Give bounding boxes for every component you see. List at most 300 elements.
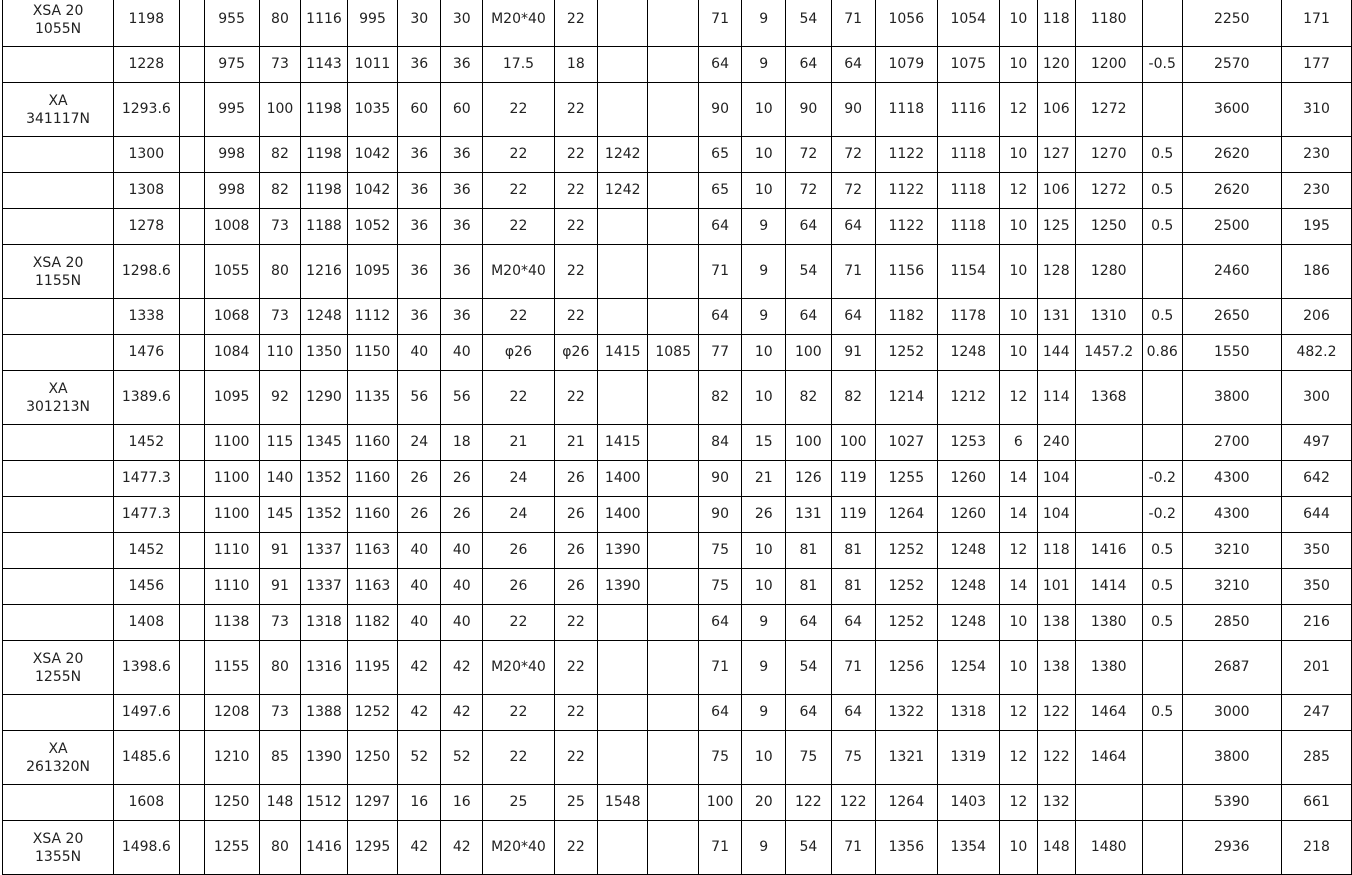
table-cell: 1208 <box>204 695 259 731</box>
table-cell: 1027 <box>875 425 937 461</box>
table-cell: 1035 <box>347 83 397 137</box>
model-cell: XA 261320N <box>3 731 114 785</box>
table-cell: 119 <box>831 461 875 497</box>
model-cell: XA 301213N <box>3 371 114 425</box>
table-cell: 0.86 <box>1142 335 1182 371</box>
table-cell: 1252 <box>875 533 937 569</box>
table-row <box>3 299 1352 335</box>
table-cell: 1253 <box>937 425 999 461</box>
table-cell: 73 <box>259 299 300 335</box>
table-cell: 81 <box>831 533 875 569</box>
table-cell <box>1142 641 1182 695</box>
table-cell: 104 <box>1037 497 1075 533</box>
table-cell: 22 <box>554 137 597 173</box>
table-cell: 36 <box>398 173 441 209</box>
table-cell <box>1075 785 1142 821</box>
table-cell: 1250 <box>204 785 259 821</box>
table-cell <box>179 497 204 533</box>
table-cell: 1388 <box>301 695 348 731</box>
table-cell: 661 <box>1282 785 1352 821</box>
table-cell: 22 <box>554 245 597 299</box>
table-cell: 482.2 <box>1282 335 1352 371</box>
table-cell <box>648 785 698 821</box>
table-cell: 1498.6 <box>114 821 179 875</box>
table-row <box>3 83 1352 137</box>
table-cell: 230 <box>1282 137 1352 173</box>
table-cell: 22 <box>483 695 554 731</box>
table-cell: 10 <box>999 245 1037 299</box>
table-cell: 10 <box>742 569 786 605</box>
table-cell: 1250 <box>347 731 397 785</box>
table-cell: 64 <box>786 47 831 83</box>
model-cell <box>3 335 114 371</box>
table-cell <box>179 821 204 875</box>
table-cell: 998 <box>204 173 259 209</box>
table-cell: 72 <box>786 137 831 173</box>
model-cell: XSA 20 1055N <box>3 0 114 47</box>
table-cell: 65 <box>698 173 741 209</box>
table-cell: 9 <box>742 695 786 731</box>
table-cell: 3210 <box>1182 533 1281 569</box>
table-cell: M20*40 <box>483 641 554 695</box>
table-cell: 2650 <box>1182 299 1281 335</box>
table-cell: 1398.6 <box>114 641 179 695</box>
table-cell: 17.5 <box>483 47 554 83</box>
table-cell: 18 <box>554 47 597 83</box>
table-cell: 22 <box>554 641 597 695</box>
table-cell: 1403 <box>937 785 999 821</box>
table-cell: 218 <box>1282 821 1352 875</box>
table-cell: 230 <box>1282 173 1352 209</box>
table-cell: 22 <box>554 695 597 731</box>
table-cell: 131 <box>786 497 831 533</box>
table-cell: 64 <box>786 209 831 245</box>
table-cell: 100 <box>831 425 875 461</box>
table-row <box>3 137 1352 173</box>
model-cell <box>3 209 114 245</box>
table-cell: 36 <box>441 299 483 335</box>
table-cell: 64 <box>698 695 741 731</box>
table-cell <box>179 569 204 605</box>
table-cell: 90 <box>831 83 875 137</box>
table-cell: 75 <box>698 533 741 569</box>
table-cell: 72 <box>831 173 875 209</box>
table-cell: 24 <box>483 461 554 497</box>
table-cell: 0.5 <box>1142 137 1182 173</box>
table-cell: 1400 <box>598 497 648 533</box>
table-cell <box>598 605 648 641</box>
table-cell: 2936 <box>1182 821 1281 875</box>
table-cell: 90 <box>698 461 741 497</box>
table-cell: 54 <box>786 0 831 47</box>
table-cell: 1322 <box>875 695 937 731</box>
table-cell: 1056 <box>875 0 937 47</box>
table-cell: 2687 <box>1182 641 1281 695</box>
table-row <box>3 569 1352 605</box>
table-cell: 1464 <box>1075 695 1142 731</box>
table-cell: 26 <box>554 569 597 605</box>
table-cell: 1550 <box>1182 335 1281 371</box>
table-cell <box>648 371 698 425</box>
table-cell: 80 <box>259 245 300 299</box>
table-cell: 73 <box>259 209 300 245</box>
table-cell <box>648 569 698 605</box>
table-cell: 9 <box>742 299 786 335</box>
table-cell: 64 <box>698 299 741 335</box>
table-cell <box>598 245 648 299</box>
table-cell <box>179 731 204 785</box>
table-cell: 60 <box>441 83 483 137</box>
table-cell: 25 <box>554 785 597 821</box>
table-cell: 3000 <box>1182 695 1281 731</box>
table-cell: 1116 <box>937 83 999 137</box>
table-cell: 71 <box>698 245 741 299</box>
table-row <box>3 533 1352 569</box>
table-cell: 106 <box>1037 173 1075 209</box>
table-cell: 995 <box>347 0 397 47</box>
table-cell: 1415 <box>598 425 648 461</box>
table-cell: 14 <box>999 497 1037 533</box>
table-cell <box>598 209 648 245</box>
table-cell: 0.5 <box>1142 695 1182 731</box>
table-cell: 1389.6 <box>114 371 179 425</box>
table-cell: 40 <box>441 605 483 641</box>
table-cell: 1497.6 <box>114 695 179 731</box>
table-cell: 26 <box>483 569 554 605</box>
table-cell: M20*40 <box>483 0 554 47</box>
table-cell: 138 <box>1037 605 1075 641</box>
table-cell: 22 <box>483 209 554 245</box>
table-cell: 64 <box>831 299 875 335</box>
table-cell <box>179 641 204 695</box>
table-cell <box>179 47 204 83</box>
table-cell: 1212 <box>937 371 999 425</box>
table-cell: 1198 <box>301 137 348 173</box>
table-cell: 22 <box>554 0 597 47</box>
table-cell: 1118 <box>937 173 999 209</box>
table-cell: 1270 <box>1075 137 1142 173</box>
table-cell: 64 <box>831 605 875 641</box>
table-cell: 144 <box>1037 335 1075 371</box>
table-cell: M20*40 <box>483 245 554 299</box>
table-cell: 1255 <box>875 461 937 497</box>
table-row <box>3 209 1352 245</box>
table-cell: 56 <box>441 371 483 425</box>
table-cell: 75 <box>698 569 741 605</box>
table-cell: 2620 <box>1182 173 1281 209</box>
table-cell: 1138 <box>204 605 259 641</box>
table-cell: 60 <box>398 83 441 137</box>
table-cell: 128 <box>1037 245 1075 299</box>
table-cell: -0.2 <box>1142 461 1182 497</box>
table-cell: 1182 <box>875 299 937 335</box>
table-row <box>3 47 1352 83</box>
table-cell: 21 <box>742 461 786 497</box>
table-cell: 24 <box>483 497 554 533</box>
table-cell: 1390 <box>301 731 348 785</box>
table-cell: 9 <box>742 209 786 245</box>
table-cell: 1308 <box>114 173 179 209</box>
table-cell: 1248 <box>937 605 999 641</box>
table-cell: 1160 <box>347 461 397 497</box>
table-cell: 10 <box>742 335 786 371</box>
model-cell <box>3 461 114 497</box>
table-cell: 91 <box>831 335 875 371</box>
table-cell: φ26 <box>483 335 554 371</box>
table-cell: 12 <box>999 731 1037 785</box>
table-cell <box>648 821 698 875</box>
table-cell: 40 <box>441 335 483 371</box>
table-cell: 186 <box>1282 245 1352 299</box>
table-cell: 122 <box>831 785 875 821</box>
table-cell: 1452 <box>114 425 179 461</box>
table-cell: 2620 <box>1182 137 1281 173</box>
table-cell: 52 <box>441 731 483 785</box>
table-cell: 22 <box>483 605 554 641</box>
table-cell: 104 <box>1037 461 1075 497</box>
table-cell <box>179 137 204 173</box>
table-cell: 1250 <box>1075 209 1142 245</box>
model-cell: XSA 20 1155N <box>3 245 114 299</box>
table-cell <box>648 83 698 137</box>
table-cell: 71 <box>698 821 741 875</box>
table-cell: 285 <box>1282 731 1352 785</box>
table-cell: 1252 <box>875 605 937 641</box>
table-cell: 1415 <box>598 335 648 371</box>
table-cell: 81 <box>786 569 831 605</box>
table-cell: 1011 <box>347 47 397 83</box>
table-cell: 125 <box>1037 209 1075 245</box>
table-cell: 300 <box>1282 371 1352 425</box>
table-cell: 82 <box>786 371 831 425</box>
table-cell: 36 <box>441 173 483 209</box>
table-cell <box>648 461 698 497</box>
table-cell: 240 <box>1037 425 1075 461</box>
table-cell: 118 <box>1037 0 1075 47</box>
table-cell: 42 <box>441 821 483 875</box>
table-cell <box>598 0 648 47</box>
table-cell: 22 <box>483 299 554 335</box>
table-cell: 15 <box>742 425 786 461</box>
table-cell: 10 <box>999 605 1037 641</box>
table-cell: 0.5 <box>1142 605 1182 641</box>
table-cell: 1310 <box>1075 299 1142 335</box>
table-cell: 26 <box>742 497 786 533</box>
table-cell: 1548 <box>598 785 648 821</box>
table-cell: 201 <box>1282 641 1352 695</box>
table-cell: 1143 <box>301 47 348 83</box>
table-cell: 73 <box>259 47 300 83</box>
table-cell: 9 <box>742 245 786 299</box>
table-cell <box>648 641 698 695</box>
table-cell: 1400 <box>598 461 648 497</box>
table-cell: 36 <box>398 209 441 245</box>
table-cell: 0.5 <box>1142 209 1182 245</box>
table-cell: 1260 <box>937 461 999 497</box>
table-cell: 56 <box>398 371 441 425</box>
table-row <box>3 821 1352 875</box>
table-cell <box>648 299 698 335</box>
table-cell: 64 <box>786 605 831 641</box>
table-cell: 127 <box>1037 137 1075 173</box>
table-cell: 1272 <box>1075 173 1142 209</box>
table-cell <box>648 137 698 173</box>
table-cell: 26 <box>398 461 441 497</box>
table-cell: 12 <box>999 785 1037 821</box>
table-cell: 1297 <box>347 785 397 821</box>
table-cell: 81 <box>786 533 831 569</box>
table-cell: 36 <box>441 137 483 173</box>
table-cell: 10 <box>999 209 1037 245</box>
table-cell: 10 <box>999 335 1037 371</box>
table-cell: 1414 <box>1075 569 1142 605</box>
table-cell: 119 <box>831 497 875 533</box>
table-cell: 2850 <box>1182 605 1281 641</box>
table-cell: 1242 <box>598 173 648 209</box>
table-cell: 3800 <box>1182 731 1281 785</box>
table-cell: 42 <box>398 641 441 695</box>
table-cell: 1485.6 <box>114 731 179 785</box>
table-cell: 497 <box>1282 425 1352 461</box>
table-cell: 110 <box>259 335 300 371</box>
table-cell: 1272 <box>1075 83 1142 137</box>
table-cell: 1480 <box>1075 821 1142 875</box>
table-cell: 72 <box>786 173 831 209</box>
table-cell: 26 <box>441 461 483 497</box>
table-cell <box>1142 425 1182 461</box>
table-cell: 1464 <box>1075 731 1142 785</box>
table-cell: 12 <box>999 371 1037 425</box>
table-cell <box>648 605 698 641</box>
table-cell: 64 <box>786 695 831 731</box>
table-cell: 26 <box>554 533 597 569</box>
table-cell: 40 <box>398 569 441 605</box>
table-cell: 1248 <box>937 335 999 371</box>
table-cell <box>179 425 204 461</box>
table-cell: 40 <box>441 533 483 569</box>
table-cell: 2250 <box>1182 0 1281 47</box>
table-cell: 995 <box>204 83 259 137</box>
model-cell: XSA 20 1255N <box>3 641 114 695</box>
table-cell: 122 <box>1037 695 1075 731</box>
table-cell: 1100 <box>204 425 259 461</box>
table-cell: 1198 <box>301 173 348 209</box>
table-cell: 5390 <box>1182 785 1281 821</box>
table-cell: 206 <box>1282 299 1352 335</box>
table-cell <box>648 731 698 785</box>
table-cell <box>598 821 648 875</box>
table-cell: 42 <box>441 695 483 731</box>
model-cell <box>3 299 114 335</box>
table-cell: 25 <box>483 785 554 821</box>
table-cell: 22 <box>554 299 597 335</box>
table-cell: 1054 <box>937 0 999 47</box>
table-cell: 10 <box>742 533 786 569</box>
table-cell: 1338 <box>114 299 179 335</box>
table-cell: -0.2 <box>1142 497 1182 533</box>
table-cell: 85 <box>259 731 300 785</box>
table-cell <box>648 0 698 47</box>
table-cell: 145 <box>259 497 300 533</box>
table-cell <box>1075 461 1142 497</box>
table-cell: 1290 <box>301 371 348 425</box>
table-cell: 1122 <box>875 173 937 209</box>
table-cell: 1182 <box>347 605 397 641</box>
table-cell: 1042 <box>347 137 397 173</box>
table-cell <box>179 0 204 47</box>
table-cell <box>648 497 698 533</box>
table-cell: 6 <box>999 425 1037 461</box>
table-cell <box>648 245 698 299</box>
table-cell <box>179 299 204 335</box>
table-cell: 115 <box>259 425 300 461</box>
table-cell: 1122 <box>875 137 937 173</box>
table-cell <box>179 209 204 245</box>
table-cell: 247 <box>1282 695 1352 731</box>
table-cell: 2500 <box>1182 209 1281 245</box>
table-cell: 40 <box>398 335 441 371</box>
table-cell: 1316 <box>301 641 348 695</box>
table-cell: 9 <box>742 47 786 83</box>
table-cell: 40 <box>441 569 483 605</box>
table-cell: 71 <box>698 0 741 47</box>
bearing-spec-table <box>2 0 1352 875</box>
table-row <box>3 497 1352 533</box>
table-row <box>3 461 1352 497</box>
table-cell: 26 <box>398 497 441 533</box>
table-cell: 22 <box>554 209 597 245</box>
table-cell <box>598 371 648 425</box>
table-cell: 1264 <box>875 785 937 821</box>
table-cell: 100 <box>259 83 300 137</box>
table-cell: 1254 <box>937 641 999 695</box>
table-cell: 120 <box>1037 47 1075 83</box>
table-cell: 64 <box>831 695 875 731</box>
table-cell: 138 <box>1037 641 1075 695</box>
table-cell: 26 <box>554 461 597 497</box>
table-cell: 90 <box>786 83 831 137</box>
table-cell: 1228 <box>114 47 179 83</box>
table-cell: 65 <box>698 137 741 173</box>
table-cell: 36 <box>441 209 483 245</box>
table-cell: 40 <box>398 533 441 569</box>
table-cell: 22 <box>483 83 554 137</box>
table-cell: 30 <box>398 0 441 47</box>
table-cell: 10 <box>999 299 1037 335</box>
table-cell: 64 <box>831 47 875 83</box>
table-cell: 1390 <box>598 533 648 569</box>
table-cell: 64 <box>698 209 741 245</box>
table-cell: 0.5 <box>1142 173 1182 209</box>
model-cell <box>3 533 114 569</box>
table-cell: 36 <box>398 245 441 299</box>
table-cell: 75 <box>831 731 875 785</box>
table-cell: 10 <box>742 137 786 173</box>
table-cell <box>1142 371 1182 425</box>
table-cell: 1122 <box>875 209 937 245</box>
table-cell: 80 <box>259 641 300 695</box>
table-cell: 3600 <box>1182 83 1281 137</box>
table-cell <box>648 695 698 731</box>
table-cell: 22 <box>483 371 554 425</box>
table-cell <box>1075 497 1142 533</box>
table-cell: 1300 <box>114 137 179 173</box>
table-cell: 1416 <box>301 821 348 875</box>
table-cell: -0.5 <box>1142 47 1182 83</box>
table-cell <box>179 83 204 137</box>
table-row <box>3 335 1352 371</box>
table-cell: 1476 <box>114 335 179 371</box>
